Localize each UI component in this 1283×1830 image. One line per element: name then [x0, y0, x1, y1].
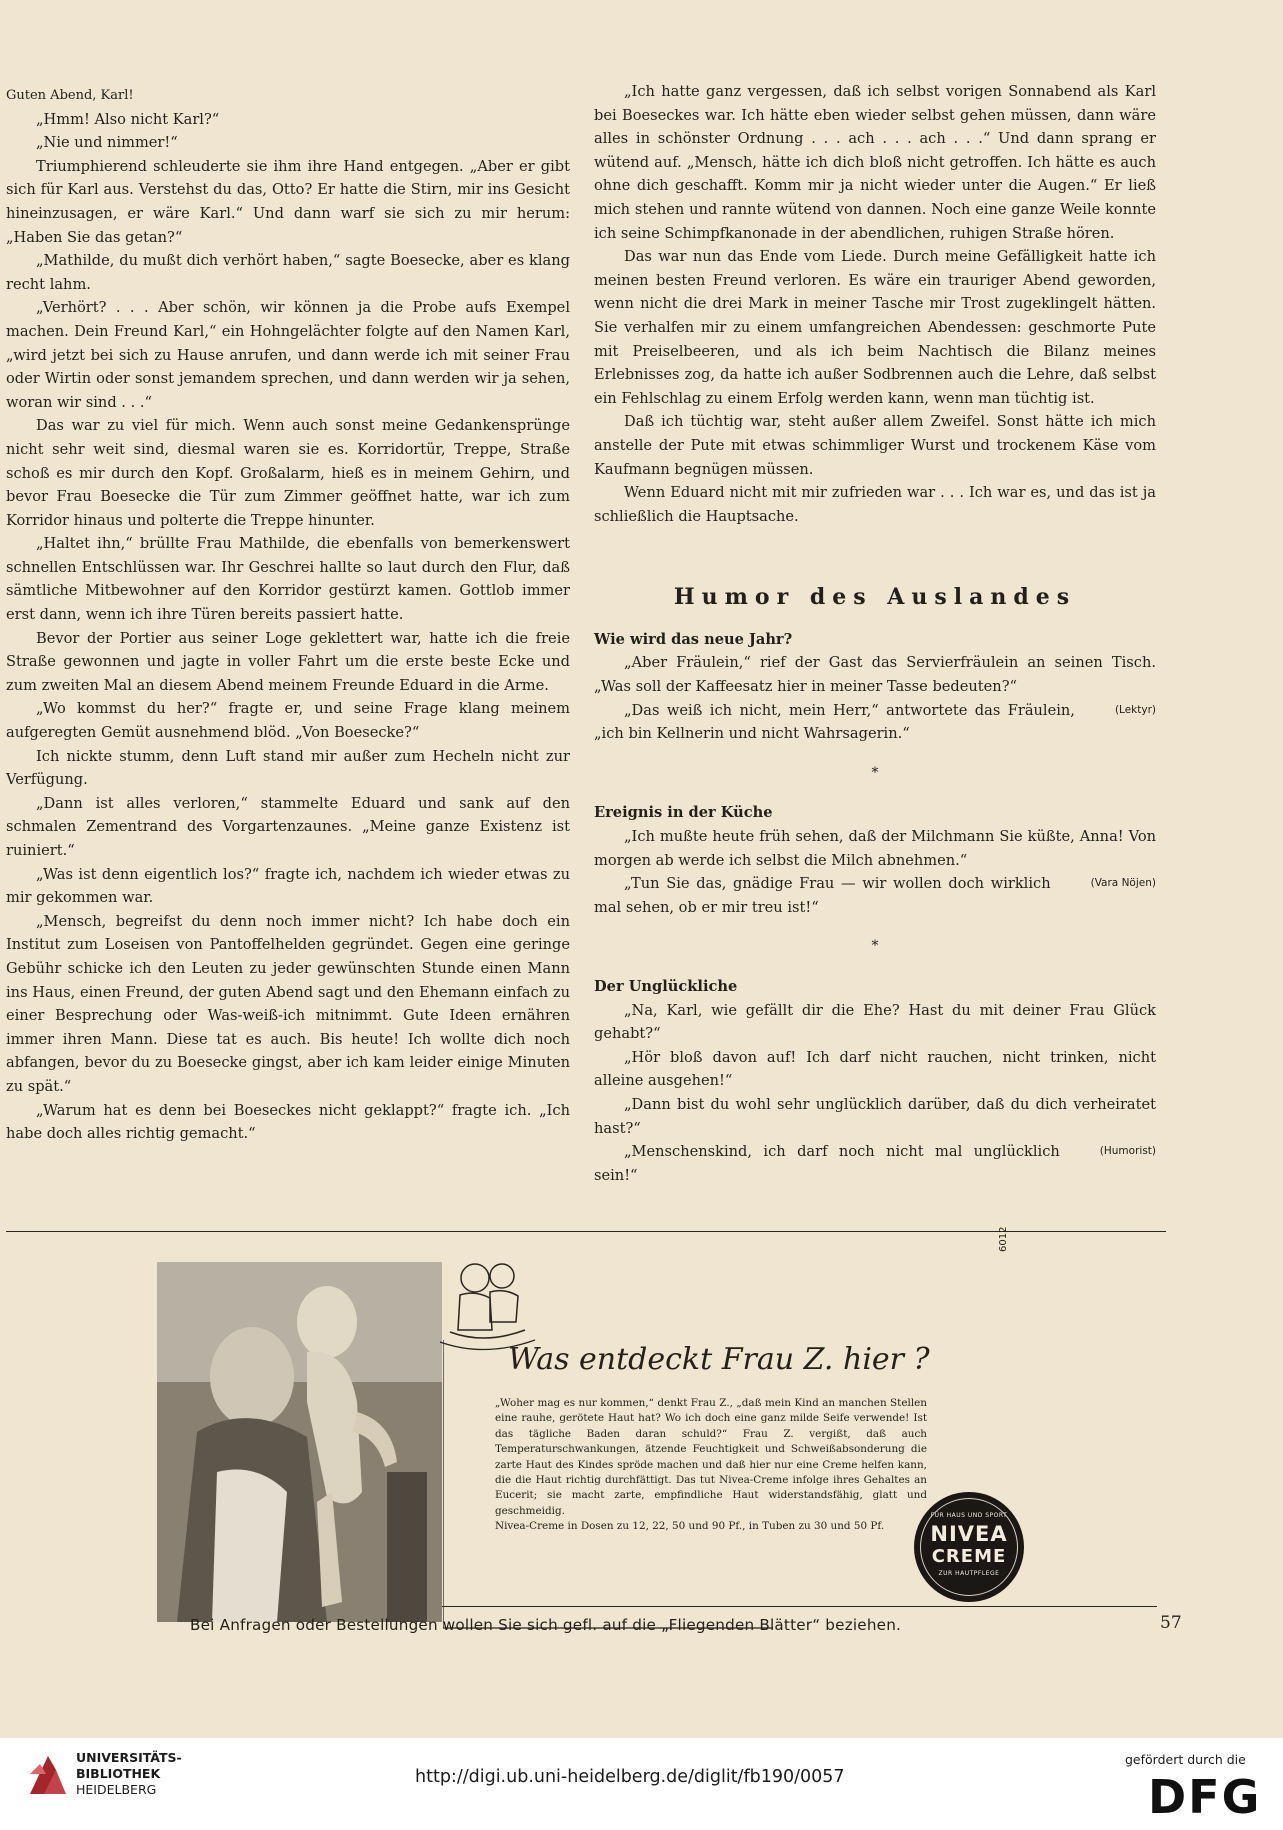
- paragraph: „Wo kommst du her?“ fragte er, und seine Frage klang meinem aufgeregten Gemüt ausnehmend blöd. „Von Boesecke?“: [6, 700, 570, 742]
- joke-paragraph: [594, 872, 1156, 919]
- paragraph: „Hmm! Also nicht Karl?“: [36, 110, 220, 128]
- paragraph: Daß ich tüchtig war, steht außer allem Zweifel. Sonst hätte ich mich anstelle der Pute mit etwas schimmliger Wurst und trockenem Käse vom Kaufmann begnügen müssen.: [594, 413, 1156, 478]
- paragraph: „Ich hatte ganz vergessen, daß ich selbst vorigen Sonnabend als Karl bei Boeseckes war. Ich hätte eben wieder selbst gehen müssen, dann wäre alles in schönster Ordnung . . . ach . . . ach . . .“ Und dann sprang er wütend auf. „Mensch, hätte ich dich bloß nicht getroffen. Ich hätte es auch ohne dich geschafft. Komm mir ja nicht wieder unter die Augen.“ Er ließ mich stehen und rannte wütend von dannen. Noch eine ganze Weile konnte ich seine Schimpfkanonade in der abendlichen, ruhigen Straße hören.: [594, 83, 1156, 242]
- joke-paragraph: „Ich mußte heute früh sehen, daß der Milchmann Sie küßte, Anna! Von morgen ab werde ich selbst die Milch abnehmen.“: [594, 828, 1156, 869]
- joke-paragraph-text: „Das weiß ich nicht, mein Herr,“ antwortete das Fräulein, „ich bin Kellnerin und nicht Wahrsagerin.“: [594, 701, 1075, 743]
- university-line: BIBLIOTHEK: [76, 1766, 161, 1781]
- university-line: HEIDELBERG: [76, 1782, 157, 1797]
- dfg-logo: DFG: [1148, 1770, 1262, 1824]
- separator-star: *: [871, 764, 879, 781]
- ad-headline: Was entdeckt Frau Z. hier ?: [508, 1342, 930, 1377]
- page-number: 57: [1160, 1613, 1182, 1633]
- paragraph: Bevor der Portier aus seiner Loge geklettert war, hatte ich die freie Straße gewonnen und jagte in voller Fahrt um die erste beste Ecke und zum zweiten Mal an diesem Abend meinem Freunde Eduard in die Arme.: [6, 629, 570, 694]
- joke-source: (Humorist): [1099, 1145, 1156, 1158]
- joke-paragraph: „Aber Fräulein,“ rief der Gast das Servierfräulein an seinen Tisch. „Was soll der Kaffeesatz hier in meiner Tasse bedeuten?“: [594, 654, 1156, 696]
- separator-star: *: [871, 938, 879, 955]
- university-line: UNIVERSITÄTS-: [76, 1750, 182, 1765]
- paragraph: „Was ist denn eigentlich los?“ fragte ich, nachdem ich wieder etwas zu mir gekommen war.: [6, 865, 570, 907]
- paragraph: „Dann ist alles verloren,“ stammelte Eduard und sank auf den schmalen Zementrand des Vorgartenzaunes. „Meine ganze Existenz ist ruiniert.“: [6, 794, 570, 859]
- section-heading: Humor des Auslandes: [673, 584, 1077, 611]
- joke-paragraph: „Dann bist du wohl sehr unglücklich darüber, daß du dich verheiratet hast?“: [594, 1095, 1156, 1137]
- paragraph: Ich nickte stumm, denn Luft stand mir außer zum Hecheln nicht zur Verfügung.: [6, 747, 570, 789]
- tin-top-text: FÜR HAUS UND SPORT: [930, 1512, 1008, 1519]
- paragraph: „Mensch, begreifst du denn noch immer nicht? Ich habe doch ein Institut zum Loseisen von Pantoffelhelden gegründet. Gegen eine geringe Gebühr schicke ich den Leuten zu jeder gewünschten Stunde einen Mann ins Haus, einen Freund, der guten Abend sagt und den Ehemann einfach zu einer Besprechung oder Was-weiß-ich mitnimmt. Gute Ideen ernähren immer ihren Mann. Diese tat es auch. Bis heute! Ich wollte dich noch abfangen, bevor du zu Boesecke gingst, aber ich kam leider einige Minuten zu spät.“: [6, 912, 570, 1095]
- separator-rule: [6, 1231, 1166, 1232]
- ad-body: [495, 1396, 927, 1535]
- joke-paragraph: [594, 699, 1156, 746]
- tin-product: CREME: [931, 1546, 1007, 1567]
- right-column: [594, 80, 1156, 1187]
- tin-brand: NIVEA: [930, 1522, 1008, 1546]
- footer-note: Bei Anfragen oder Bestellungen wollen Sie sich gefl. auf die „Fliegenden Blätter“ beziehen.: [190, 1616, 902, 1634]
- paragraph: Das war nun das Ende vom Liede. Durch meine Gefälligkeit hatte ich meinen besten Freund verloren. Es wäre ein trauriger Abend geworden, wenn nicht die drei Mark in meiner Tasche mir Trost zugeklingelt hätten. Sie verhalfen mir zu einem umfangreichen Abendessen: geschmorte Pute mit Preiselbeeren, und als ich beim Nachtisch die Bilanz meines Erlebnisses zog, da hatte ich außer Sodbrennen auch die Lehre, daß selbst ein Fehlschlag zu einem Erfolg werden kann, wenn man tüchtig ist.: [594, 248, 1156, 407]
- paragraph: „Verhört? . . . Aber schön, wir können ja die Probe aufs Exempel machen. Dein Freund Karl,“ ein Hohngelächter folgte auf den Namen Karl, „wird jetzt bei sich zu Hause anrufen, und dann werde ich mit seiner Frau oder Wirtin oder sonst jemandem sprechen, und dann werden wir ja sehen, woran wir sind . . .“: [6, 299, 570, 411]
- joke-title: Ereignis in der Küche: [594, 804, 773, 822]
- joke-paragraph: [594, 1140, 1156, 1187]
- university-name: [76, 1750, 182, 1798]
- nivea-tin-logo: [914, 1492, 1024, 1602]
- paragraph: Triumphierend schleuderte sie ihm ihre Hand entgegen. „Aber er gibt sich für Karl aus. Verstehst du das, Otto? Er hatte die Stirn, mir ins Gesicht hineinzusagen, er wäre Karl.“ Und dann warf sie sich zu mir herum: „Haben Sie das getan?“: [6, 157, 570, 246]
- paragraph: „Nie und nimmer!“: [36, 134, 178, 152]
- paragraph: Guten Abend, Karl!: [6, 88, 134, 103]
- paragraph: „Mathilde, du mußt dich verhört haben,“ sagte Boesecke, aber es klang recht lahm.: [6, 252, 570, 293]
- tin-bottom-text: ZUR HAUTPFLEGE: [938, 1570, 1000, 1577]
- paragraph: „Haltet ihn,“ brüllte Frau Mathilde, die ebenfalls von bemerkenswert schnellen Entschlüssen war. Ihr Geschrei hallte so laut durch den Flur, daß sämtliche Mitbewohner auf den Korridor gestürzt kamen. Gottlob immer erst dann, wenn ich ihre Türen bereits passiert hatte.: [6, 535, 570, 624]
- joke-title: Der Unglückliche: [594, 978, 738, 995]
- joke-paragraph-text: „Tun Sie das, gnädige Frau — wir wollen doch wirklich mal sehen, ob er mir treu ist!“: [594, 875, 1051, 916]
- joke-source: (Vara Nöjen): [1090, 877, 1156, 890]
- photo-illustration: [157, 1262, 442, 1622]
- joke-paragraph-text: „Menschenskind, ich darf noch nicht mal unglücklich sein!“: [594, 1143, 1060, 1184]
- joke-title: Wie wird das neue Jahr?: [594, 630, 793, 648]
- funded-by-label: gefördert durch die: [1125, 1752, 1246, 1767]
- paragraph: Das war zu viel für mich. Wenn auch sonst meine Gedankensprünge nicht sehr weit sind, diesmal waren sie es. Korridortür, Treppe, Straße schoß es mir durch den Kopf. Großalarm, hieß es in meinem Gehirn, und bevor Frau Boesecke die Tür zum Zimmer geöffnet hatte, war ich zum Korridor hinaus und polterte die Treppe hinunter.: [6, 417, 570, 529]
- university-logo-icon: [26, 1750, 70, 1800]
- ad-code: 6012: [998, 1226, 1009, 1252]
- ad-photo-mother-and-baby: [157, 1262, 442, 1622]
- joke-paragraph: „Hör bloß davon auf! Ich darf nicht rauchen, nicht trinken, nicht alleine ausgehen!“: [594, 1048, 1156, 1090]
- joke-source: (Lektyr): [1114, 703, 1156, 716]
- paragraph: Wenn Eduard nicht mit mir zufrieden war . . . Ich war es, und das ist ja schließlich die Hauptsache.: [594, 484, 1156, 525]
- source-url-link[interactable]: http://digi.ub.uni-heidelberg.de/diglit/fb190/0057: [415, 1767, 845, 1787]
- joke-paragraph: „Na, Karl, wie gefällt dir die Ehe? Hast du mit deiner Frau Glück gehabt?“: [594, 1001, 1156, 1043]
- left-column: [6, 84, 570, 1146]
- ad-body-text: „Woher mag es nur kommen,“ denkt Frau Z., „daß mein Kind an manchen Stellen eine rauhe, gerötete Haut hat? Wo ich doch eine ganz milde Seife verwende! Ist das tägliche Baden daran schuld?“ Frau Z. vergißt, daß auch Temperaturschwankungen, ätzende Feuchtigkeit und Schweißabsonderung die zarte Haut des Kindes spröde machen und daß hier nur eine Creme helfen kann, die die Haut richtig durchfättigt. Das tut Nivea-Creme infolge ihres Gehaltes an Eucerit; sie macht zarte, empfindliche Haut widerstandsfähig, glatt und geschmeidig.: [495, 1397, 927, 1517]
- ad-prices: Nivea-Creme in Dosen zu 12, 22, 50 und 90 Pf., in Tuben zu 30 und 50 Pf.: [495, 1520, 885, 1533]
- paragraph: „Warum hat es denn bei Boeseckes nicht geklappt?“ fragte ich. „Ich habe doch alles richtig gemacht.“: [6, 1101, 570, 1143]
